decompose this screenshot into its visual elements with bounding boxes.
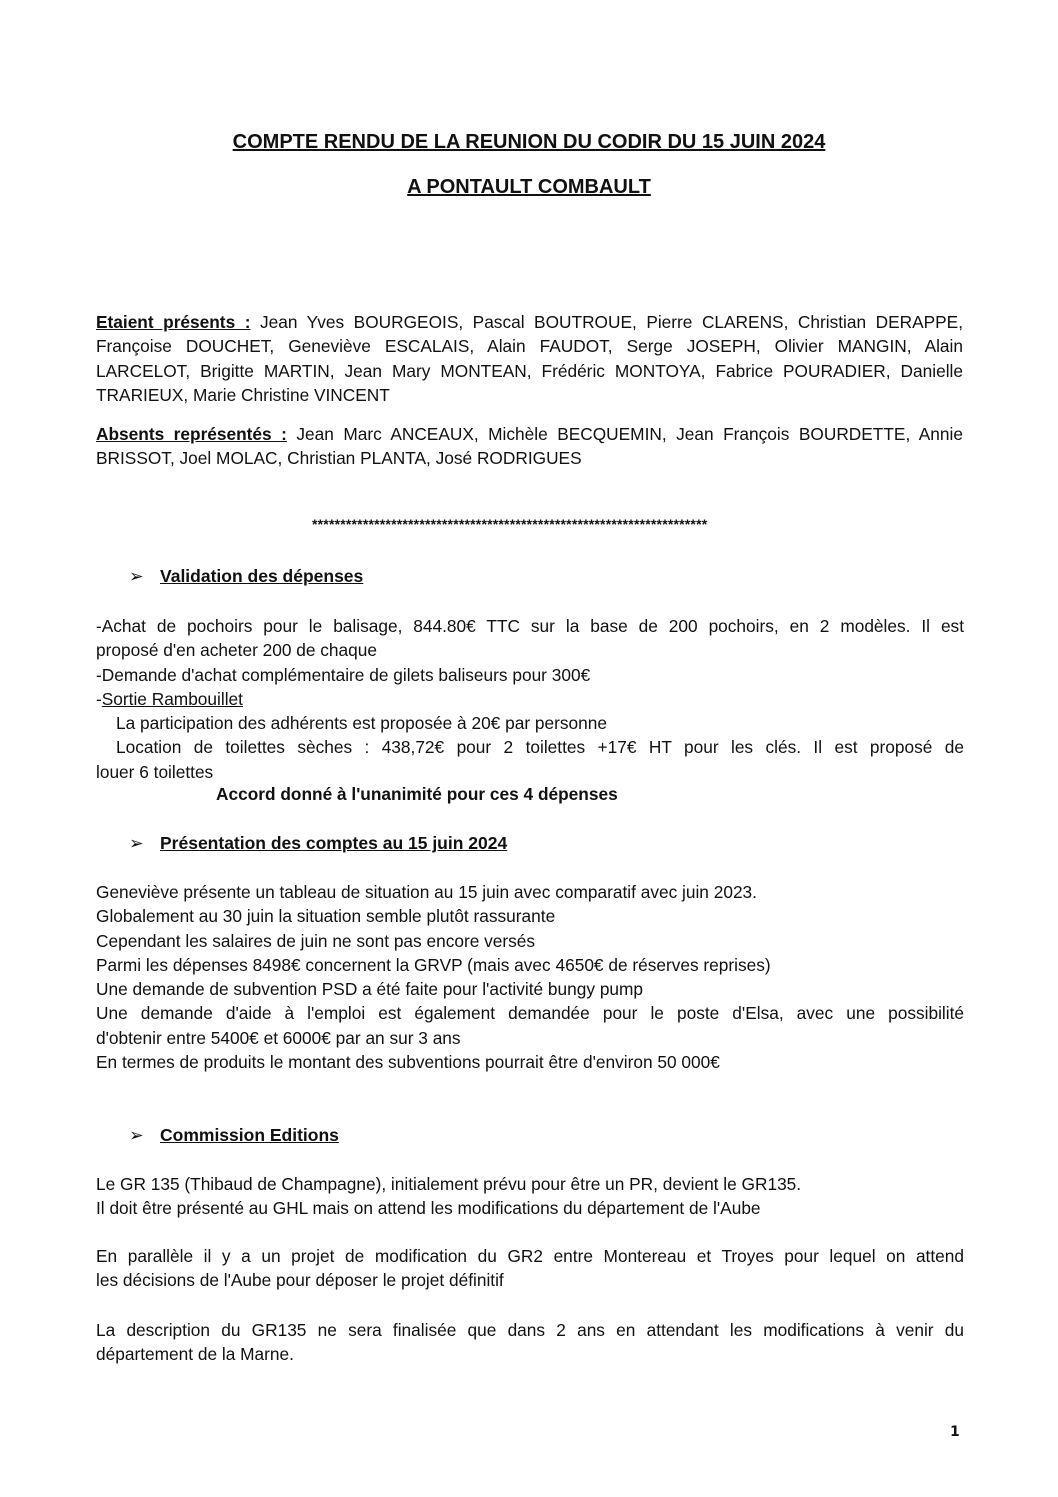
separator-line: ********************************************************************** (312, 516, 708, 532)
section-heading-depenses (129, 566, 363, 587)
text-line: louer 6 toilettes (96, 761, 214, 782)
text-line: Il doit être présenté au GHL mais on attend les modifications du département de l'Aube (96, 1198, 761, 1219)
editions-paragraph-3 (96, 1318, 964, 1367)
section-heading-comptes (129, 833, 507, 854)
absent-names: Jean Marc ANCEAUX, Michèle BECQUEMIN, Jean François BOURDETTE, Annie BRISSOT, Joel MOLAC, Christian PLANTA, José RODRIGUES (96, 424, 963, 469)
editions-paragraph-2 (96, 1244, 964, 1293)
present-paragraph (96, 310, 963, 407)
text-line: d'obtenir entre 5400€ et 6000€ par an sur 3 ans (96, 1027, 461, 1048)
section-heading-text: Commission Editions (160, 1125, 339, 1145)
text-line (96, 687, 964, 711)
sortie-rambouillet-label: Sortie Rambouillet (101, 688, 243, 709)
section-heading-editions (129, 1125, 339, 1146)
present-names: Jean Yves BOURGEOIS, Pascal BOUTROUE, Pierre CLARENS, Christian DERAPPE, Françoise DOUCHET, Geneviève ESCALAIS, Alain FAUDOT, Serge JOSEPH, Olivier MANGIN, Alain LARCELOT, Brigitte MARTIN, Jean Mary MONTEAN, Frédéric MONTOYA, Fabrice POURADIER, Danielle TRARIEUX, Marie Christine VINCENT (96, 312, 964, 405)
absent-label: Absents représentés : (96, 424, 287, 444)
text-line: Parmi les dépenses 8498€ concernent la GRVP (mais avec 4650€ de réserves reprises) (96, 954, 771, 975)
text-line: Cependant les salaires de juin ne sont pas encore versés (96, 930, 536, 951)
text-line: Location de toilettes sèches : 438,72€ pour 2 toilettes +17€ HT pour les clés. Il est proposé de (116, 737, 964, 758)
text-line: Une demande de subvention PSD a été faite pour l'activité bungy pump (96, 979, 644, 1000)
page-number: 1 (950, 1424, 960, 1440)
text-line: Geneviève présente un tableau de situation au 15 juin avec comparatif avec juin 2023. (96, 882, 757, 902)
arrow-bullet-icon: ➢ (129, 1125, 144, 1145)
text-line: En termes de produits le montant des subventions pourrait être d'environ 50 000€ (96, 1052, 720, 1073)
present-label: Etaient présents : (96, 312, 251, 332)
text-line: Le GR 135 (Thibaud de Champagne), initialement prévu pour être un PR, devient le GR135. (96, 1174, 802, 1194)
comptes-body (96, 880, 964, 1074)
arrow-bullet-icon: ➢ (129, 833, 144, 853)
text-line: département de la Marne. (96, 1344, 294, 1365)
section-heading-text: Présentation des comptes au 15 juin 2024 (160, 833, 508, 853)
accord-statement: Accord donné à l'unanimité pour ces 4 dépenses (216, 784, 618, 804)
line-prefix: - (96, 688, 102, 709)
document-subtitle: A PONTAULT COMBAULT (407, 176, 651, 198)
text-line: -Demande d'achat complémentaire de gilets baliseurs pour 300€ (96, 664, 591, 685)
text-line: proposé d'en acheter 200 de chaque (96, 640, 377, 661)
text-line: Globalement au 30 juin la situation semble plutôt rassurante (96, 906, 556, 927)
text-line: Une demande d'aide à l'emploi est également demandée pour le poste d'Elsa, avec une possibilité (96, 1003, 964, 1024)
text-line: -Achat de pochoirs pour le balisage, 844.80€ TTC sur la base de 200 pochoirs, en 2 modèles. Il est (96, 616, 964, 636)
depenses-body (96, 614, 964, 784)
text-line: La description du GR135 ne sera finalisée que dans 2 ans en attendant les modifications à venir du (96, 1320, 964, 1340)
text-line: les décisions de l'Aube pour déposer le projet définitif (96, 1270, 504, 1291)
section-heading-text: Validation des dépenses (160, 566, 364, 586)
arrow-bullet-icon: ➢ (129, 566, 144, 586)
editions-paragraph-1 (96, 1172, 964, 1221)
text-line: En parallèle il y a un projet de modification du GR2 entre Montereau et Troyes pour lequel on attend (96, 1246, 964, 1266)
text-line: La participation des adhérents est proposée à 20€ par personne (116, 713, 607, 734)
document-title: COMPTE RENDU DE LA REUNION DU CODIR DU 15 JUIN 2024 (232, 131, 826, 153)
absent-paragraph (96, 422, 963, 471)
